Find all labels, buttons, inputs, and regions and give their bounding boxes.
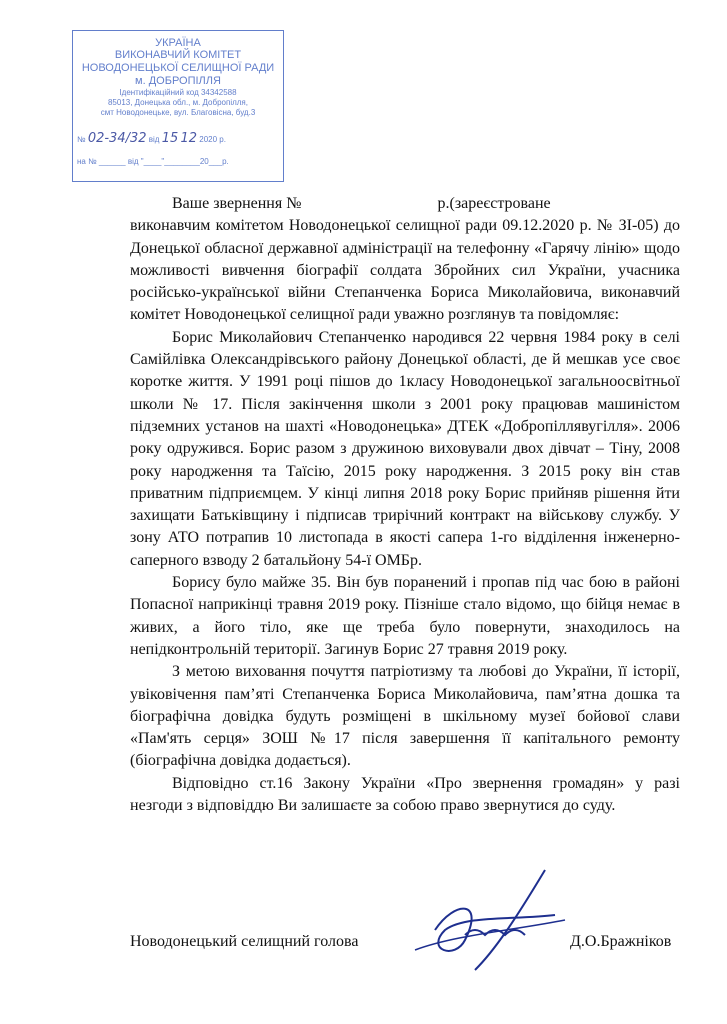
outgoing-prefix: № bbox=[77, 135, 86, 144]
incoming-date: від "____"________20___р. bbox=[127, 157, 229, 166]
incoming-blank: ______ bbox=[98, 157, 126, 166]
stamp-address-2: смт Новодонецьке, вул. Благовісна, буд.3 bbox=[100, 108, 256, 117]
stamp-country: УКРАЇНА bbox=[155, 37, 201, 49]
stamp-address-1: 85013, Донецька обл., м. Добропілля, bbox=[107, 98, 248, 107]
stamp-city: м. ДОБРОПІЛЛЯ bbox=[135, 75, 221, 87]
stamp-council: НОВОДОНЕЦЬКОЇ СЕЛИЩНОЇ РАДИ bbox=[81, 62, 275, 74]
outgoing-date-prefix: від bbox=[148, 135, 160, 144]
signatory-name: Д.О.Бражніков bbox=[570, 933, 672, 950]
stamp-id-code: Ідентифікаційний код 34342588 bbox=[119, 88, 237, 97]
letter-body bbox=[130, 193, 680, 817]
paragraph-memorial: З метою виховання почуття патріотизму та любові до України, її історії, увіковічення пам’яті Степанченка Бориса Миколайовича, пам’ятна дошка та біографічна довідка будуть розміщені в шкільному музеї бойової слави «Пам'ять серця» ЗОШ №17 після завершення її капітального ремонту (біографічна довідка додається). bbox=[130, 663, 680, 770]
incoming-prefix: на № bbox=[77, 157, 97, 166]
outgoing-month: 12 bbox=[180, 131, 198, 146]
handwritten-signature bbox=[395, 860, 575, 980]
stamp-outgoing-row bbox=[77, 131, 279, 146]
signatory-position: Новодонецький селищний голова bbox=[130, 933, 359, 950]
registration-stamp bbox=[72, 30, 284, 182]
paragraph-biography: Борис Миколайович Степанченко народився 22 червня 1984 року в селі Самійлівка Олександрівського району Донецької області, де й мешкав усе своє коротке життя. У 1991 році пішов до 1класу Новодонецької загальноосвітньої школи № 17. Після закінчення школи з 2001 року працював машиністом підземних установ на шахті «Новодонецька» ДТЕК «Добропіллявугілля». 2006 року одружився. Борис разом з дружиною виховували двох дівчат – Тіну, 2008 року народження та Таїсію, 2015 року народження. З 2015 року він став приватним підприємцем. У кінці липня 2018 року Борис прийняв рішення йти захищати Батьківщину і підписав трирічний контракт на військову службу. У зону АТО потрапив 10 листопада в якості сапера 1-го відділення інженерно-саперного взводу 2 батальйону 54-ї ОМБр. bbox=[130, 328, 680, 569]
stamp-committee: ВИКОНАВЧИЙ КОМІТЕТ bbox=[114, 49, 242, 61]
outgoing-number: 02-34/32 bbox=[87, 131, 147, 146]
outgoing-year: 2020 р. bbox=[199, 135, 226, 144]
paragraph-death: Борису було майже 35. Він був поранений і пропав під час бою в районі Попасної наприкінці травня 2019 року. Пізніше стало відомо, що бійця немає в живих, а його тіло, яке ще треба було повернути, знаходилось на непідконтрольній території. Загинув Борис 27 травня 2019 року. bbox=[130, 574, 680, 658]
outgoing-day: 15 bbox=[161, 131, 179, 146]
stamp-incoming-row bbox=[77, 157, 279, 166]
intro-line: Ваше звернення № р.(зареєстроване bbox=[172, 195, 551, 212]
paragraph-legal: Відповідно ст.16 Закону України «Про звернення громадян» у разі незгоди з відповіддю Ви залишаєте за собою право звернутися до суду. bbox=[130, 774, 680, 815]
intro-rest: виконавчим комітетом Новодонецької селищної ради 09.12.2020 р. № ЗІ-05) до Донецької обласної державної адміністрації на телефонну «Гарячу лінію» щодо можливості вивчення біографії солдата Збройних сил України, учасника російсько-української війни Степанченка Бориса Миколайовича, виконавчий комітет Новодонецької селищної ради уважно розглянув та повідомляє: bbox=[130, 217, 680, 324]
